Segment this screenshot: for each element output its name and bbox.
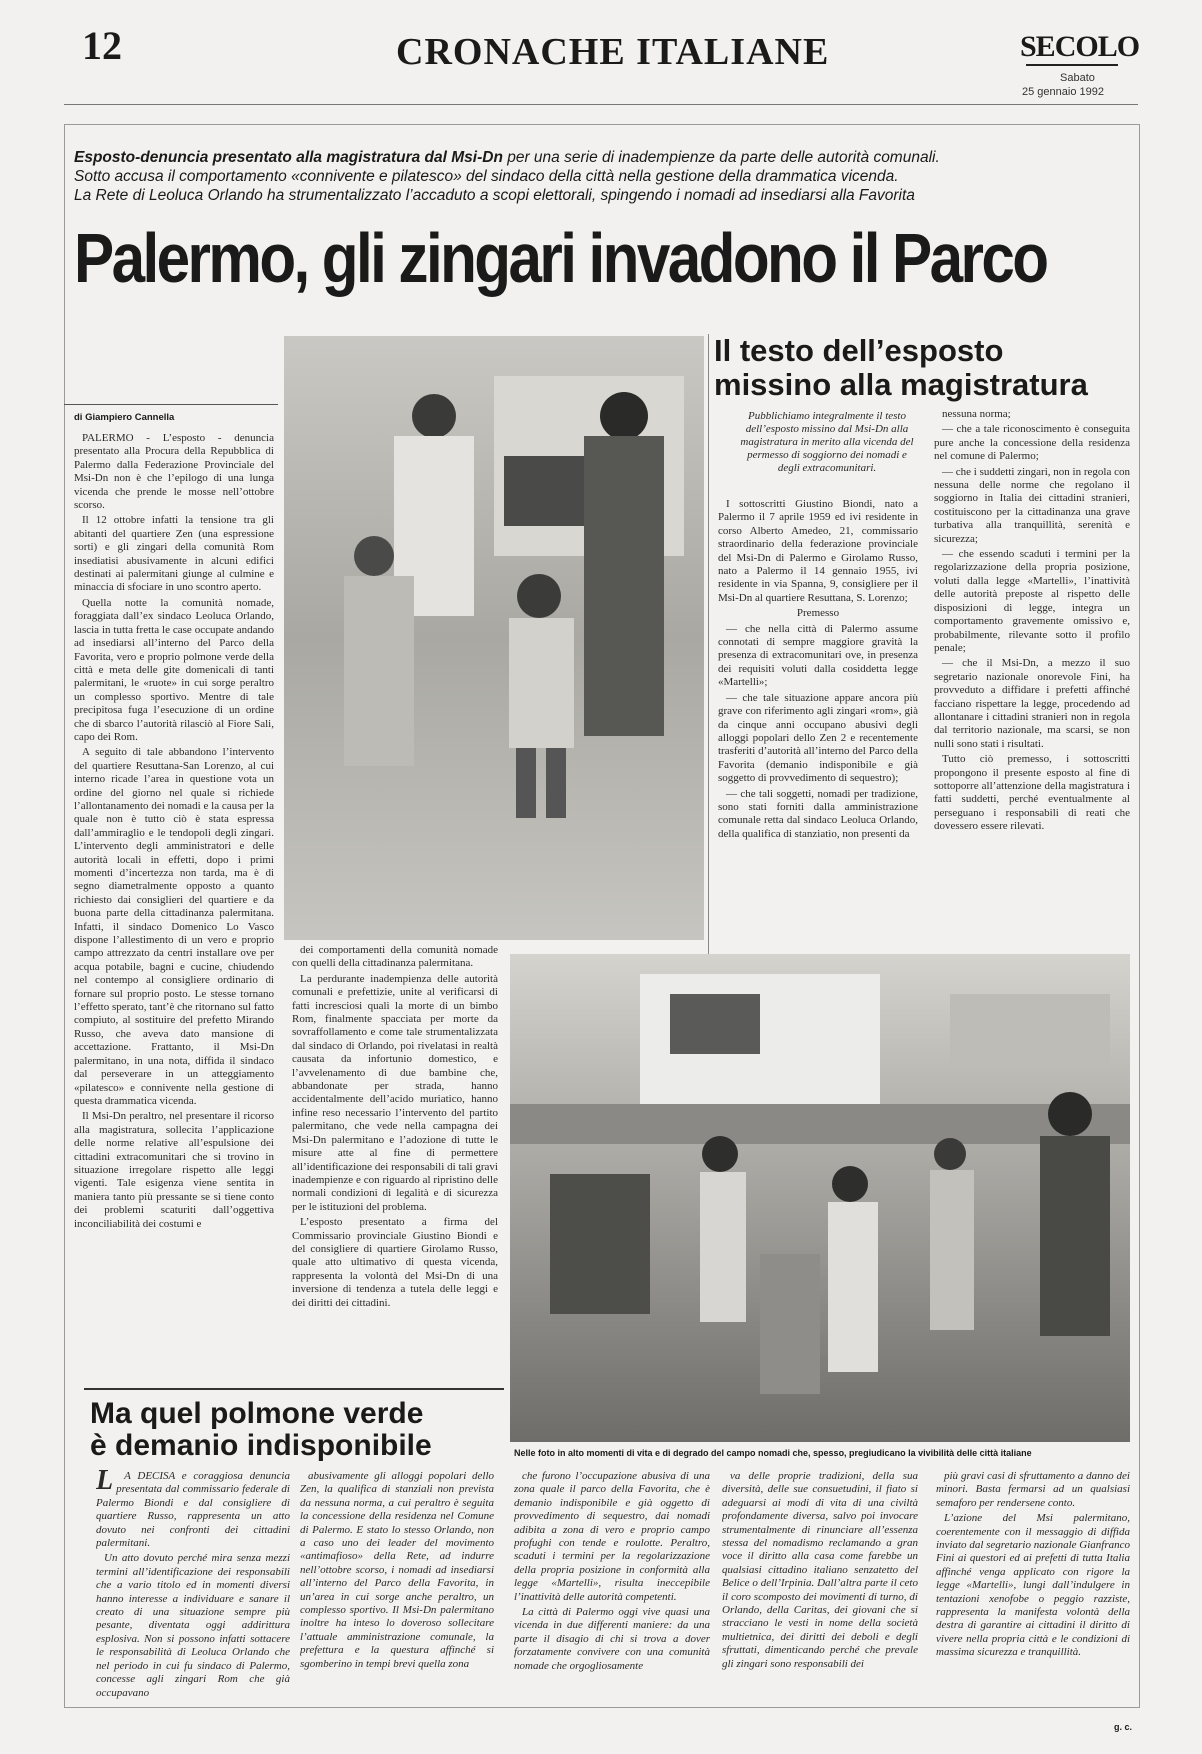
main-article-column-2 <box>292 944 498 1374</box>
paragraph: L’azione del Msi palermitano, coerentemente con il messaggio di diffida inviato dal segretario nazionale Gianfranco Fini ai questori ed ai prefetti di tutta Italia affinché venga applicato con rigore la legge «Martelli», lungi dall’indulgere in tentazioni xenofobe o peggio razziste, rappresenta la manifesta volontà della destra di garantire ai cittadini il diritto di vivere nella propria città e le condizioni di massima sicurezza e tranquillità. <box>936 1512 1130 1659</box>
kicker-line-2: Sotto accusa il comportamento «connivente e pilatesco» del sindaco della città nella gestione della drammatica vicenda. <box>74 168 899 185</box>
kicker <box>74 148 1074 205</box>
paragraph: — che nella città di Palermo assume connotati di sempre maggiore gravità la presenza di extracomunitari ove, in presenza dei requisiti voluti dalla cosiddetta legge «Martelli»; <box>718 622 918 689</box>
paragraph: L’esposto presentato a firma del Commissario provinciale Giustino Biondi e del consigliere di quartiere Girolamo Russo, quale atto ultimativo di questa vicenda, rappresenta la volontà del Msi-Dn di una inversione di tendenza a tutela delle leggi e dei diritti dei cittadini. <box>292 1216 498 1309</box>
sidebar-intro: Pubblichiamo integralmente il testo dell’esposto missino dal Msi-Dn alla magistratura in merito alla vicenda del permesso di soggiorno dei nomadi e degli extracomunitari. <box>740 410 914 474</box>
camp-photo-illustration <box>510 954 1130 1442</box>
box-column-5 <box>936 1470 1130 1706</box>
drop-cap: L <box>96 1470 114 1496</box>
box-title-line-2: è demanio indisponibile <box>90 1429 432 1462</box>
masthead-rule <box>1026 64 1118 66</box>
box-title-line-1: Ma quel polmone verde <box>90 1397 424 1430</box>
paragraph: Il Msi-Dn peraltro, nel presentare il ricorso alla magistratura, sollecita l’applicazione delle norme relative all’espulsione dei cittadini extracomunitari che si trovino in situazione irregolare rispetto alle leggi vigenti. Tale esigenza viene sentita in maniera tanto più pressante se si tiene conto dei problemi scaturiti dall’oggettiva inconciliabilità dei costumi e <box>74 1110 274 1230</box>
sidebar-column-1 <box>718 498 918 950</box>
box-top-rule <box>84 1388 504 1390</box>
premesso-label: Premesso <box>796 607 840 620</box>
paragraph: PALERMO - L’esposto - denuncia presentato alla Procura della Repubblica di Palermo dalla Federazione Provinciale del Msi-Dn non è che l’epilogo di una lunga vicenda che prende le mosse nell’ottobre scorso. <box>74 432 274 512</box>
signature: g. c. <box>1114 1722 1133 1732</box>
top-photo <box>284 336 704 940</box>
byline: di Giampiero Cannella <box>74 412 175 423</box>
photo-caption: Nelle foto in alto momenti di vita e di degrado del campo nomadi che, spesso, pregiudicano la vivibilità delle città italiane <box>514 1448 1032 1458</box>
paragraph: I sottoscritti Giustino Biondi, nato a Palermo il 7 aprile 1959 ed ivi residente in corso Alberto Amedeo, 21, commissario straordinario della federazione provinciale del Msi-Dn di Palermo e Girolamo Russo, nato a Palermo il 14 gennaio 1955, ivi residente in via Spanna, 9, consigliere per il Msi-Dn al quartiere Resuttana, S. Lorenzo; <box>718 498 918 604</box>
paragraph: abusivamente gli alloggi popolari dello Zen, la qualifica di stanziali non prevista da nessuna norma, a cui peraltro è seguita la concessione della residenza nel Comune di Palermo. E stato lo stesso Orlando, non a caso uno dei leader del movimento «antimafioso» della Rete, ad indurre nell’ottobre scorso, i nomadi ad insediarsi all’interno del Parco della Favorita, in un’area in cui sorge anche peraltro, un complesso sportivo. Il Msi-Dn palermitano inoltre ha inteso lo doveroso sollecitare l’attuale amministrazione comunale, la prefettura e la questura affinché si sgomberino in tempi brevi quella zona <box>300 1470 494 1670</box>
paragraph: nessuna norma; <box>942 408 1011 420</box>
box-column-4 <box>722 1470 918 1706</box>
camp-photo <box>510 954 1130 1442</box>
byline-rule <box>64 404 278 405</box>
paragraph: — che a tale riconoscimento è conseguita pure anche la concessione della residenza nel comune di Palermo; <box>934 423 1130 463</box>
page-number: 12 <box>82 23 122 68</box>
paragraph: — che i suddetti zingari, non in regola con nessuna delle norme che regolano il soggiorno in Italia dei cittadini stranieri, costituiscono per la cittadinanza una grave turbativa alla tranquillità, serenità e sicurezza; <box>934 465 1130 545</box>
issue-date: 25 gennaio 1992 <box>1022 86 1104 98</box>
paragraph: più gravi casi di sfruttamento a danno dei minori. Basta fermarsi ad un qualsiasi semaforo per rendersene conto. <box>936 1470 1130 1509</box>
box-title <box>90 1398 490 1462</box>
children-photo-illustration <box>284 336 704 940</box>
box-column-1 <box>96 1470 290 1706</box>
paragraph: va delle proprie tradizioni, della sua diversità, delle sue consuetudini, il fiato si adeguarsi ai modi di vita di una civiltà profondamente diversa, salvo poi invocare strumentalmente di rinunciare all’essenza stessa del nomadismo reclamando a gran voce il diritto alla casa come farebbe un qualsiasi cittadino italiano senzatetto del Belice o dell’Irpinia. Dall’altra parte il ceto il coro scomposto dei movimenti di turno, di Orlando, della Caritas, dei giovani che si stracciano le vesti in nome della società multietnica, dei diritti dei deboli e degli sfruttati, dimenticando perché che prevale gli zingari sono responsabili dei <box>722 1470 918 1670</box>
issue-day: Sabato <box>1060 72 1095 84</box>
box-column-2 <box>300 1470 494 1706</box>
sidebar-title <box>714 334 1114 402</box>
paragraph: La città di Palermo oggi vive quasi una vicenda in due differenti maniere: da una parte il disagio di chi si trova a dover forzatamente convivere con una comunità nomade che orgogliosamente <box>514 1606 710 1672</box>
box-column-3 <box>514 1470 710 1706</box>
sidebar-divider <box>708 334 709 954</box>
main-article-column-1 <box>74 432 274 1374</box>
sidebar-title-line-1: Il testo dell’esposto <box>714 333 1004 368</box>
sidebar-column-2 <box>934 408 1130 954</box>
paragraph: — che essendo scaduti i termini per la regolarizzazione della propria posizione, voluti dalla legge «Martelli», l’inattività delle autorità preposte al rispetto delle disposizioni di legge, integra un comportamento gravemente omissivo e, probabilmente, rilevante sotto il profilo penale; <box>934 548 1130 654</box>
newspaper-masthead: SECOLO <box>1020 30 1140 63</box>
paragraph: Il 12 ottobre infatti la tensione tra gli abitanti del quartiere Zen (una espressione sorti) e gli zingari della comunità Rom insediatisi abusivamente in alcuni edifici destinati ai palermitani giunge al culmine e minaccia di sfociare in uno scontro aperto. <box>74 514 274 594</box>
paragraph: La perdurante inadempienza delle autorità comunali e prefettizie, unite al verificarsi di fatti incresciosi quali la morte di un bimbo Rom, finalmente spacciata per morte da sovraffollamento e come tale strumentalizzata dal sindaco di Orlando, poi rivelatasi in realtà causata da infortunio domestico, e l’avvelenamento di due bambine che, abbandonate per strada, hanno accidentalmente dell’acido muriatico, hanno infine reso necessario l’intervento del partito palermitano, che vede nella campagna dei Msi-Dn palermitano e l’adozione di tutte le misure atte al fine di permettere all’identificazione dei responsabili di tali gravi inadempienze e con riguardo al ripristino delle normali condizioni di legalità e di sicurezza per le istituzioni del problema. <box>292 972 498 1213</box>
paragraph: A seguito di tale abbandono l’intervento del quartiere Resuttana-San Lorenzo, al cui interno ricade l’area in questione vota un ordine del giorno nel quale si richiede l’allontanamento dei nomadi e la causa per la quale non è tutto ciò è stata espressa dall’ammiraglio e le tendopoli degli zingari. L’intervento degli amministratori e delle autorità locali in effetti, dopo i primi momenti d’incertezza non tarda, ma è di segno diametralmente opposto a quanto richiesto dai consiglieri del quartiere e da buona parte della cittadinanza palermitana. Infatti, il sindaco Domenico Lo Vasco dispone l’allestimento di un vero e proprio campo attrezzato da centri installare ove per acqua potabile, bagni e cucine, chiudendo nel contempo al consigliere ordinario di fornare sul proprio posto. Le stesse tornano l’effetto sperato, tant’è che ritornano sul fatto compiuto, al sostituire del prefetto Mirando Russo, che aveva dato mansione di accettazione. Frattanto, il Msi-Dn palermitano, in una nota, diffida il sindaco dal perseverare in un atteggiamento «pilatesco» e connivente nella gestione di questa drammatica vicenda. <box>74 746 274 1107</box>
paragraph: — che tale situazione appare ancora più grave con riferimento agli zingari «rom», già da cinque anni occupano abusivi degli alloggi popolari dello Zen 2 e recentemente trasferiti d’autorità all’interno del Parco della Favorita (demanio indisponibile e già soggetto di provvedimento di sequestro); <box>718 691 918 785</box>
paragraph: — che tali soggetti, nomadi per tradizione, sono stati forniti dalla amministrazione comunale retta dal sindaco Leoluca Orlando, della qualifica di stanziatìo, non presenti da <box>718 787 918 840</box>
sidebar-title-line-2: missino alla magistratura <box>714 367 1088 402</box>
paragraph: dei comportamenti della comunità nomade con quelli della cittadinanza palermitana. <box>292 944 498 970</box>
header-rule <box>64 104 1138 105</box>
paragraph: — che il Msi-Dn, a mezzo il suo segretario nazionale onorevole Fini, ha provveduto a diffidare i prefetti affinché facciano rispettare la legge, procedendo ad allontanare i cittadini stranieri non in regola dal territorio nazionale, ma scarsi, se non nulli sono stati i risultati. <box>934 657 1130 750</box>
paragraph: Un atto dovuto perché mira senza mezzi termini all’identificazione dei responsabili che a vario titolo ed in momenti diversi hanno interesse a individuare e sanare il creato di una situazione sempre più pesante, diventata oggi addirittura esplosiva. Non si possono infatti sottacere le responsabilità di Leoluca Orlando che nel periodo in cui fu sindaco di Palermo, concesse agli zingari Rom che già occupavano <box>96 1552 290 1699</box>
paragraph: che furono l’occupazione abusiva di una zona quale il parco della Favorita, che è demanio indisponibile e già oggetto di provvedimento di sequestro, dai nomadi adibita a zona di vero e proprio campo profughi con tende e roulotte. Peraltro, scaduti i termini per la regolarizzazione della propria posizione in conformità alla legge «Martelli», risulta ineccepibile l’inattività delle autorità competenti. <box>514 1470 710 1603</box>
section-title: CRONACHE ITALIANE <box>396 31 830 73</box>
paragraph: Quella notte la comunità nomade, foraggiata dall’ex sindaco Leoluca Orlando, lascia in tutta fretta le case occupate andando ad insediarsi all’interno del Parco della Favorita, vero e proprio polmone verde della città e meta delle gite domenicali di tanti palermitani, le «ruote» in cui sorge peraltro un complesso sportivo. Mentre di tale precipitosa fuga l’esecuzione di un ordine che di sbarco l’autorità rilasciò al Fiore Sali, capo dei Rom. <box>74 596 274 743</box>
kicker-line-3: La Rete di Leoluca Orlando ha strumentalizzato l’accaduto a scopi elettorali, spingendo i nomadi ad insediarsi alla Favorita <box>74 187 915 204</box>
paragraph: Tutto ciò premesso, i sottoscritti propongono il presente esposto al fine di sottoporre all’attenzione della magistratura i fatti suddetti, perché eventualmente al perseguano i responsabili di reati che dovessero essere rilevati. <box>934 753 1130 833</box>
paragraph: A DECISA e coraggiosa denuncia presentata dal commissario federale di Palermo Biondi e dal consigliere di quartiere Russo, rappresenta un atto dovuto nei confronti dei cittadini palermitani. <box>96 1470 290 1550</box>
kicker-line-1: Esposto-denuncia presentato alla magistratura dal Msi-Dn per una serie di inadempienze da parte delle autorità comunali. <box>74 149 940 166</box>
headline: Palermo, gli zingari invadono il Parco <box>74 219 1047 297</box>
